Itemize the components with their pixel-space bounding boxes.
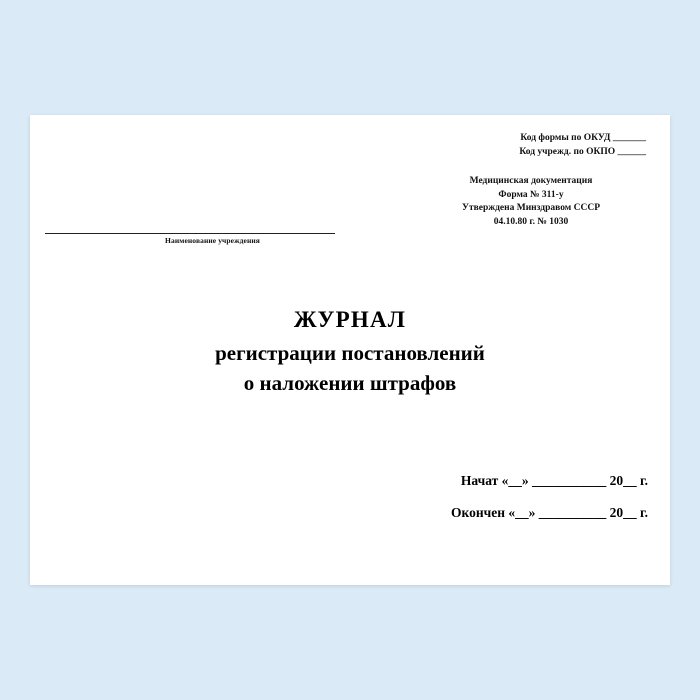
- form-codes-block: [519, 132, 646, 159]
- document-sheet: [30, 115, 670, 585]
- okpo-code-line: Код учрежд. по ОКПО ______: [519, 146, 646, 157]
- form-number-label: Форма № 311-у: [498, 189, 564, 200]
- okud-code-line: Код формы по ОКУД _______: [520, 133, 646, 143]
- med-doc-label: Медицинская документация: [469, 176, 593, 186]
- date-fields: [451, 465, 648, 529]
- institution-field: [45, 233, 335, 245]
- started-date-field: Начат «__» ___________ 20__ г.: [460, 473, 648, 488]
- approval-date-label: 04.10.80 г. № 1030: [493, 216, 569, 227]
- title-line-1: ЖУРНАЛ: [293, 307, 407, 332]
- page-title: [30, 305, 670, 398]
- institution-line: [45, 233, 335, 234]
- medical-form-block: [416, 175, 646, 229]
- institution-caption: Наименование учреждения: [165, 236, 260, 245]
- title-line-3: о наложении штрафов: [243, 371, 457, 395]
- finished-date-field: Окончен «__» __________ 20__ г.: [451, 505, 648, 520]
- title-line-2: регистрации постановлений: [215, 341, 485, 365]
- approved-by-label: Утверждена Минздравом СССР: [461, 203, 601, 213]
